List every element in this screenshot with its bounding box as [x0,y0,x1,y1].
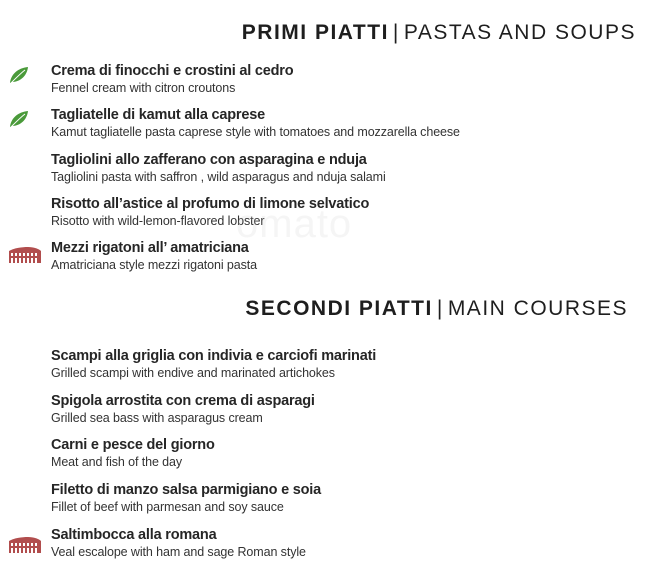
menu-item-description: Tagliolini pasta with saffron , wild asparagus and nduja salami [51,170,386,184]
menu-item-name: Tagliatelle di kamut alla caprese [51,107,265,123]
menu-item [51,482,631,515]
menu-item-description: Grilled sea bass with asparagus cream [51,411,263,425]
menu-item-description: Kamut tagliatelle pasta caprese style with tomatoes and mozzarella cheese [51,125,460,139]
menu-item [51,152,631,185]
leaf-icon [8,109,30,129]
menu-item-description: Amatriciana style mezzi rigatoni pasta [51,258,258,272]
menu-item-name: Carni e pesce del giorno [51,437,215,453]
leaf-icon [8,65,30,85]
menu-item-description: Fennel cream with citron croutons [51,81,236,95]
menu-item-name: Scampi alla griglia con indivia e carciofi marinati [51,348,377,364]
section-title-primi-piatti [242,21,636,45]
menu-item [51,393,631,426]
menu-item [51,527,631,560]
menu-item-description: Grilled scampi with endive and marinated artichokes [51,366,335,380]
menu-item-name: Tagliolini allo zafferano con asparagina e nduja [51,152,367,168]
section-title-main: SECONDI PIATTI [245,297,433,320]
menu-item [51,437,631,470]
menu-item-name: Crema di finocchi e crostini al cedro [51,63,294,79]
section-title-subtitle: PASTAS AND SOUPS [403,21,636,44]
menu-item-description: Fillet of beef with parmesan and soy sauce [51,500,284,514]
colosseum-icon [8,246,42,264]
section-title-main: PRIMI PIATTI [241,21,389,44]
menu-item-description: Risotto with wild-lemon-flavored lobster [51,214,265,228]
section-title-separator: | [436,297,444,320]
menu-item-name: Filetto di manzo salsa parmigiano e soia [51,482,321,498]
menu-item-name: Spigola arrostita con crema di asparagi [51,393,315,409]
section-title-separator: | [392,21,400,44]
menu-item-name: Risotto all’astice al profumo di limone selvatico [51,196,370,212]
menu-item-name: Saltimbocca alla romana [51,527,217,543]
menu-item [51,107,631,140]
menu-item-name: Mezzi rigatoni all’ amatriciana [51,240,249,256]
menu-item [51,63,631,96]
menu-item [51,348,631,381]
colosseum-icon [8,536,42,554]
section-title-subtitle: MAIN COURSES [447,297,628,320]
section-title-secondi-piatti [245,297,628,321]
menu-item-description: Veal escalope with ham and sage Roman style [51,545,306,559]
watermark-text: omato [236,202,353,246]
menu-item-description: Meat and fish of the day [51,455,183,469]
